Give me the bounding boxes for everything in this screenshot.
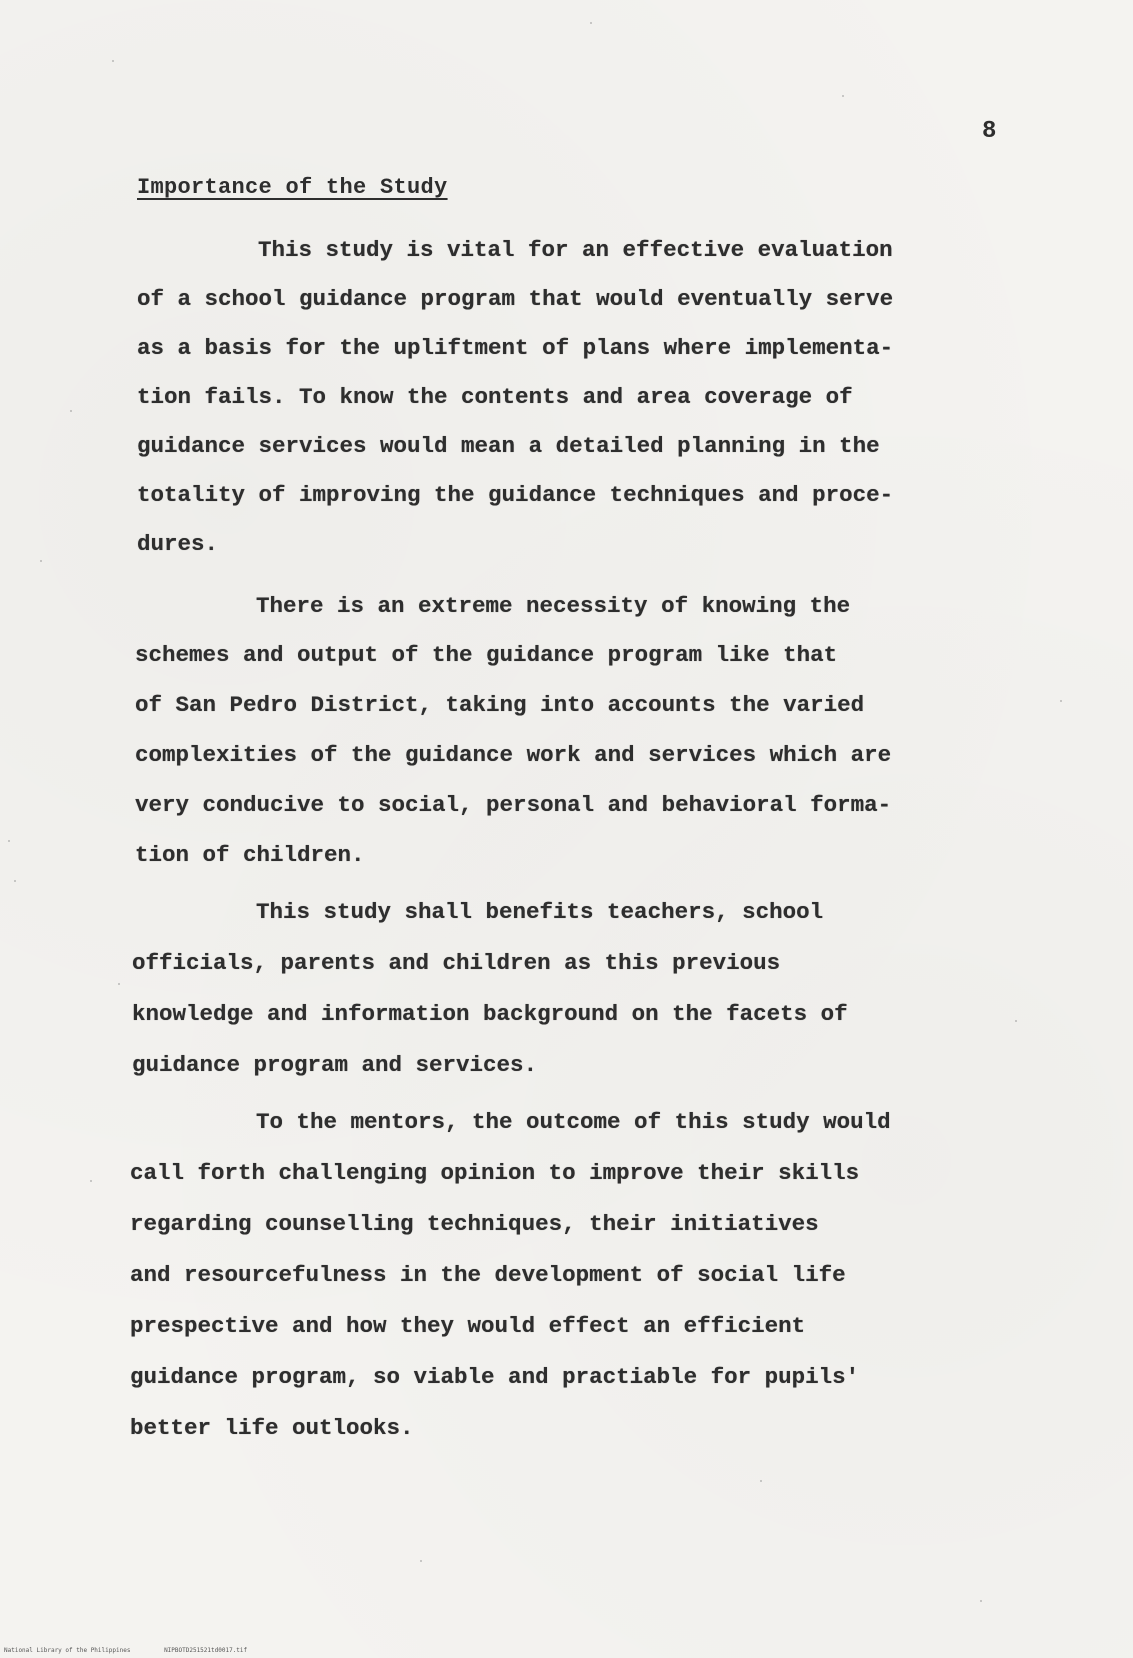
paragraph-4-line-4: and resourcefulness in the development of social life [130,1262,846,1288]
footer-file: NIPBOTD251521td0017.tif [164,1647,248,1654]
scan-speck [420,1560,422,1562]
paragraph-4-line-5: prespective and how they would effect an efficient [130,1313,806,1339]
paragraph-1-line-6: totality of improving the guidance techniques and proce- [137,482,894,508]
scan-speck [118,983,120,985]
paragraph-1-line-4: tion fails. To know the contents and area coverage of [137,384,853,410]
scan-speck [1015,1020,1017,1022]
section-heading: Importance of the Study [137,175,448,200]
scan-speck [90,1180,92,1182]
paragraph-2-line-4: complexities of the guidance work and services which are [135,742,892,768]
paragraph-4-line-2: call forth challenging opinion to improve their skills [130,1160,860,1186]
paragraph-3-line-1: This study shall benefits teachers, school [256,899,824,925]
scan-speck [1060,700,1062,702]
scan-speck [760,1480,762,1482]
scan-speck [70,410,72,412]
paragraph-3-line-2: officials, parents and children as this previous [132,950,781,976]
scan-footer [4,1647,247,1654]
paragraph-4-line-6: guidance program, so viable and practiable for pupils' [130,1364,860,1390]
scan-speck [40,560,42,562]
paragraph-4-line-1: To the mentors, the outcome of this study would [256,1109,891,1135]
scan-speck [842,95,844,97]
scan-speck [590,22,592,24]
paragraph-2-line-3: of San Pedro District, taking into accounts the varied [135,692,865,718]
paragraph-3-line-3: knowledge and information background on the facets of [132,1001,848,1027]
scan-speck [980,1600,982,1602]
paragraph-1-line-2: of a school guidance program that would eventually serve [137,286,894,312]
scan-speck [112,60,114,62]
paragraph-2-line-2: schemes and output of the guidance program like that [135,642,838,668]
paragraph-2-line-6: tion of children. [135,842,365,868]
paragraph-4-line-3: regarding counselling techniques, their initiatives [130,1211,819,1237]
paragraph-1-line-7: dures. [137,531,219,557]
scan-speck [14,880,16,882]
paragraph-1-line-3: as a basis for the upliftment of plans where implementa- [137,335,894,361]
paragraph-2-line-5: very conducive to social, personal and behavioral forma- [135,792,892,818]
footer-library: National Library of the Philippines [4,1647,131,1654]
paragraph-1-line-1: This study is vital for an effective evaluation [258,237,893,263]
paragraph-2-line-1: There is an extreme necessity of knowing the [256,593,851,619]
paragraph-1-line-5: guidance services would mean a detailed planning in the [137,433,880,459]
paragraph-3-line-4: guidance program and services. [132,1052,538,1078]
page-number: 8 [982,118,998,145]
scan-speck [8,840,10,842]
paragraph-4-line-7: better life outlooks. [130,1415,414,1441]
